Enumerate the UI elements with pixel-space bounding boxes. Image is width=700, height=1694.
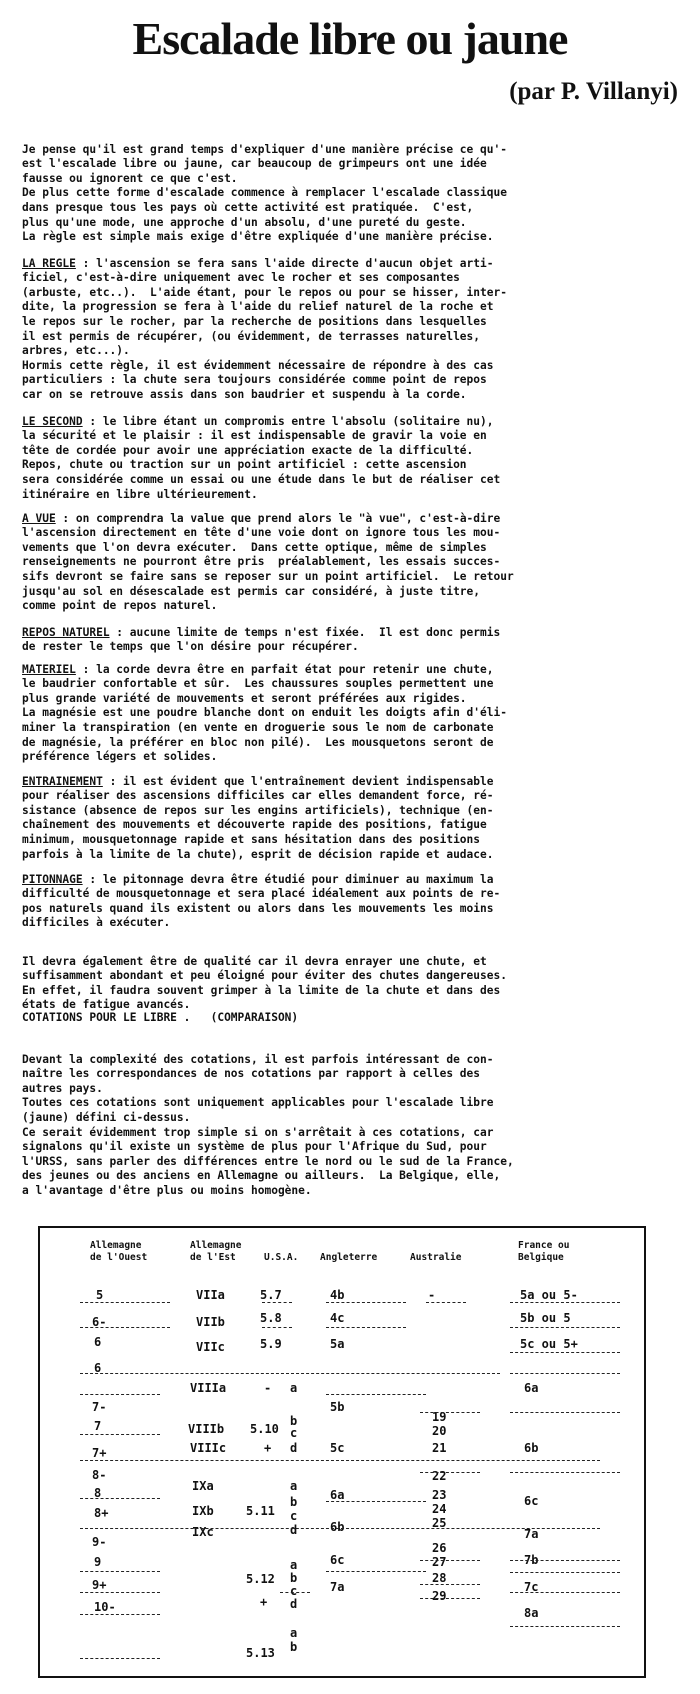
grade-cell-fr: 6c	[524, 1494, 539, 1508]
table-separator	[80, 1658, 160, 1659]
grade-cell-west: 9+	[92, 1578, 107, 1592]
paragraph-cotations	[22, 1038, 678, 1199]
section-line: jusqu'au sol en désescalade est permis car considéré, à juste titre,	[22, 584, 481, 598]
grade-cell-aus: 19	[432, 1410, 447, 1424]
section-line: préférence légers et solides.	[22, 750, 218, 764]
grade-cell-uk: 5b	[330, 1400, 345, 1414]
grade-cell-west: 6	[94, 1335, 102, 1349]
section-line: tête de cordée pour avoir une appréciation exacte de la difficulté.	[22, 443, 474, 457]
grade-cell-west: 8	[94, 1486, 102, 1500]
grade-cell-usa: a	[290, 1479, 298, 1493]
grade-cell-usa: c	[290, 1426, 298, 1440]
paragraph-line: des jeunes ou des anciens en Allemagne ou ailleurs. La Belgique, elle,	[22, 1169, 501, 1183]
table-separator	[326, 1302, 406, 1303]
intro-line: dans presque tous les pays où cette activité est pratiquée. C'est,	[22, 200, 474, 214]
section-line: sifs devront se faire sans se reposer sur un point artificiel. Le retour	[22, 569, 514, 583]
table-separator	[80, 1498, 160, 1499]
grade-cell-usa: 5.11	[246, 1504, 275, 1518]
grade-cell-fr: 6a	[524, 1381, 539, 1395]
header-england: Angleterre	[320, 1252, 378, 1263]
grade-cell-usa: a	[290, 1626, 298, 1640]
grade-comparison-table	[38, 1226, 646, 1678]
grade-cell-aus: 26	[432, 1541, 447, 1555]
section-line: Repos, chute ou traction sur un point artificiel : cette ascension	[22, 458, 467, 472]
cotations-heading: COTATIONS POUR LE LIBRE . (COMPARAISON)	[22, 1011, 299, 1024]
grade-cell-aus: 25	[432, 1516, 447, 1530]
grade-cell-usa: 5.8	[260, 1311, 282, 1325]
table-separator	[510, 1327, 620, 1328]
section-line: parfois à la limite de la chute), esprit de décision rapide et audace.	[22, 847, 494, 861]
grade-cell-east: IXc	[192, 1525, 214, 1539]
table-separator	[80, 1460, 600, 1461]
grade-cell-usa: a	[290, 1558, 298, 1572]
grade-cell-usa: +	[260, 1595, 268, 1609]
grade-cell-usa: b	[290, 1495, 298, 1509]
section-heading: REPOS NATUREL	[22, 625, 110, 639]
intro-line: est l'escalade libre ou jaune, car beaucoup de grimpeurs ont une idée	[22, 157, 487, 171]
table-separator	[80, 1614, 160, 1615]
paragraph-line: autres pays.	[22, 1081, 103, 1095]
grade-cell-usa: b	[290, 1571, 298, 1585]
grade-cell-fr: 7c	[524, 1580, 539, 1594]
paragraph-line: a l'avantage d'être plus ou moins homogène.	[22, 1183, 312, 1197]
section-line: : aucune limite de temps n'est fixée. Il est donc permis	[109, 625, 501, 639]
grade-cell-aus: 29	[432, 1589, 447, 1603]
section-heading: A VUE	[22, 511, 56, 525]
intro-line: fausse ou ignorent ce que c'est.	[22, 171, 238, 185]
intro-line: plus qu'une mode, une approche d'un absolu, d'une pureté du geste.	[22, 215, 467, 229]
header-east-germany: Allemagne de l'Est	[190, 1240, 242, 1263]
paragraph-line: signalons qu'il existe un système de plus pour l'Afrique du Sud, pour	[22, 1140, 487, 1154]
section-line: chaînement des mouvements et découverte rapide des positions, fatigue	[22, 818, 487, 832]
grade-cell-aus: 22	[432, 1469, 447, 1483]
table-separator	[80, 1373, 500, 1374]
grade-cell-uk: 4b	[330, 1288, 345, 1302]
section-line: difficulté de mousquetonnage et sera placé idéalement aux points de re-	[22, 887, 501, 901]
paragraph-line: Devant la complexité des cotations, il est parfois intéressant de con-	[22, 1052, 494, 1066]
grade-cell-west: 7	[94, 1419, 102, 1433]
paragraph-line: (jaune) défini ci-dessus.	[22, 1110, 191, 1124]
table-separator	[326, 1571, 426, 1572]
grade-cell-uk: 6a	[330, 1488, 345, 1502]
table-separator	[510, 1572, 620, 1573]
grade-cell-east: VIIIa	[190, 1381, 227, 1395]
section-heading: ENTRAINEMENT	[22, 774, 103, 788]
table-separator	[80, 1327, 170, 1328]
table-separator	[80, 1592, 160, 1593]
table-separator	[326, 1394, 426, 1395]
section-line: : l'ascension se fera sans l'aide directe d'aucun objet arti-	[75, 256, 494, 270]
grade-cell-west: 6-	[92, 1315, 107, 1329]
section-heading: MATERIEL	[22, 662, 76, 676]
grade-cell-fr: 7a	[524, 1527, 539, 1541]
header-australia: Australie	[410, 1252, 462, 1263]
section-line: pour réaliser des ascensions difficiles car elles demandent force, ré-	[22, 789, 494, 803]
section-line: minimum, mousquetonnage rapide et sans hésitation dans des positions	[22, 832, 481, 846]
grade-cell-uk: 5c	[330, 1441, 345, 1455]
grade-cell-fr: 6b	[524, 1441, 539, 1455]
grade-cell-fr: 5a ou 5-	[520, 1288, 578, 1302]
grade-cell-usa: b	[290, 1640, 298, 1654]
grade-cell-uk: 6b	[330, 1520, 345, 1534]
intro-line: Je pense qu'il est grand temps d'expliquer d'une manière précise ce qu'-	[22, 142, 507, 156]
section-regle	[22, 242, 678, 403]
grade-cell-uk: 7a	[330, 1580, 345, 1594]
section-line: : la corde devra être en parfait état pour retenir une chute,	[75, 662, 494, 676]
grade-cell-usa: 5.12	[246, 1572, 275, 1586]
section-line: la sécurité et le plaisir : il est indispensable de gravir la voie en	[22, 429, 487, 443]
grade-cell-aus: 23	[432, 1488, 447, 1502]
paragraph-line: l'URSS, sans parler des différences entre le nord ou le sud de la France,	[22, 1154, 514, 1168]
table-separator	[80, 1528, 600, 1529]
grade-cell-usa: b	[290, 1414, 298, 1428]
article-title: Escalade libre ou jaune	[132, 13, 568, 64]
section-line: itinéraire en libre ultérieurement.	[22, 487, 258, 501]
table-separator	[420, 1412, 480, 1413]
table-separator	[510, 1626, 620, 1627]
grade-cell-uk: 6c	[330, 1553, 345, 1567]
grade-cell-east: IXb	[192, 1504, 214, 1518]
article-author: (par P. Villanyi)	[509, 78, 678, 105]
section-line: La magnésie est une poudre blanche dont on enduit les doigts afin d'éli-	[22, 706, 507, 720]
section-heading: LA REGLE	[22, 256, 76, 270]
grade-cell-usa: c	[290, 1584, 298, 1598]
grade-cell-usa: -	[264, 1381, 272, 1395]
grade-cell-usa: d	[290, 1597, 298, 1611]
grade-cell-usa: 5.9	[260, 1337, 282, 1351]
section-line: il est permis de récupérer, (ou évidemment, de terrasses naturelles,	[22, 329, 481, 343]
grade-cell-aus: 21	[432, 1441, 447, 1455]
section-line: : on comprendra la value que prend alors le "à vue", c'est-à-dire	[55, 511, 501, 525]
grade-cell-fr: 8a	[524, 1606, 539, 1620]
section-second	[22, 400, 678, 502]
grade-cell-usa: d	[290, 1441, 298, 1455]
grade-cell-uk: 4c	[330, 1311, 345, 1325]
table-separator	[80, 1571, 160, 1572]
section-line: particuliers : la chute sera toujours considérée comme point de repos	[22, 373, 487, 387]
table-separator	[426, 1302, 466, 1303]
grade-cell-fr: 5c ou 5+	[520, 1337, 578, 1351]
table-separator	[80, 1434, 160, 1435]
grade-cell-east: VIIa	[196, 1288, 225, 1302]
grade-cell-east: VIIIb	[188, 1422, 225, 1436]
table-separator	[262, 1302, 292, 1303]
grade-cell-west: 5	[96, 1288, 104, 1302]
section-line: (arbuste, etc..). L'aide étant, pour le repos ou pour se hisser, inter-	[22, 285, 507, 299]
grade-cell-west: 9-	[92, 1535, 107, 1549]
grade-cell-east: VIIc	[196, 1340, 225, 1354]
section-line: : le libre étant un compromis entre l'absolu (solitaire nu),	[82, 414, 494, 428]
grade-cell-aus: 24	[432, 1502, 447, 1516]
section-line: renseignements ne pourront être pris préalablement, les essais succes-	[22, 555, 501, 569]
grade-cell-fr: 5b ou 5	[520, 1311, 571, 1325]
section-line: sera considérée comme un essai ou une étude dans le but de réaliser cet	[22, 472, 501, 486]
grade-cell-east: VIIIc	[190, 1441, 227, 1455]
paragraph-qualite	[22, 940, 678, 1013]
grade-cell-aus: 28	[432, 1571, 447, 1585]
section-line: vements que l'on devra exécuter. Dans cette optique, même de simples	[22, 540, 487, 554]
grade-cell-aus: 27	[432, 1555, 447, 1569]
section-line: comme point de repos naturel.	[22, 599, 218, 613]
section-line: miner la transpiration (en vente en droguerie sous le nom de carbonate	[22, 720, 494, 734]
section-a-vue	[22, 497, 678, 614]
grade-cell-west: 8+	[94, 1506, 109, 1520]
header-usa: U.S.A.	[264, 1252, 299, 1263]
table-separator	[280, 1592, 310, 1593]
grade-cell-east: VIIb	[196, 1315, 225, 1329]
section-line: le repos sur le rocher, par la recherche de positions dans lesquelles	[22, 314, 487, 328]
paragraph-line: En effet, il faudra souvent grimper à la limite de la chute et dans des	[22, 983, 501, 997]
paragraph-line: naître les correspondances de nos cotations par rapport à celles des	[22, 1067, 481, 1081]
section-heading: LE SECOND	[22, 414, 83, 428]
section-line: : le pitonnage devra être étudié pour diminuer au maximum la	[82, 872, 494, 886]
section-line: Hormis cette règle, il est évidemment nécessaire de répondre à des cas	[22, 358, 494, 372]
grade-cell-west: 8-	[92, 1468, 107, 1482]
intro-paragraph	[22, 128, 678, 245]
section-line: dite, la progression se fera à l'aide du relief naturel de la roche et	[22, 300, 494, 314]
grade-cell-usa: 5.7	[260, 1288, 282, 1302]
grade-cell-usa: a	[290, 1381, 298, 1395]
table-separator	[326, 1501, 426, 1502]
grade-cell-west: 10-	[94, 1600, 116, 1614]
intro-line: La règle est simple mais exige d'être expliquée d'une manière précise.	[22, 230, 494, 244]
section-line: plus grande variété de mouvements et seront préférées aux rigides.	[22, 691, 467, 705]
grade-cell-west: 6	[94, 1361, 102, 1375]
section-heading: PITONNAGE	[22, 872, 83, 886]
section-entrainement	[22, 760, 678, 862]
table-separator	[326, 1327, 406, 1328]
section-line: de magnésie, la préférer en bloc non pilé). Les mousquetons seront de	[22, 735, 494, 749]
grade-cell-usa: c	[290, 1509, 298, 1523]
section-line: ficiel, c'est-à-dire uniquement avec le rocher et ses composantes	[22, 271, 460, 285]
header-france-belgium: France ou Belgique	[518, 1240, 570, 1263]
table-separator	[510, 1560, 620, 1561]
section-materiel	[22, 648, 678, 765]
table-separator	[510, 1373, 620, 1374]
table-separator	[262, 1327, 292, 1328]
table-separator	[510, 1352, 620, 1353]
grade-cell-aus: -	[428, 1288, 436, 1302]
paragraph-line: Ce serait évidemment trop simple si on s'arrêtait à ces cotations, car	[22, 1125, 494, 1139]
table-separator	[80, 1302, 170, 1303]
table-separator	[510, 1412, 620, 1413]
grade-cell-uk: 5a	[330, 1337, 345, 1351]
table-separator	[420, 1560, 480, 1561]
paragraph-line: suffisamment abondant et peu éloigné pour éviter des chutes dangereuses.	[22, 969, 507, 983]
section-line: : il est évident que l'entraînement devient indispensable	[102, 774, 494, 788]
paragraph-line: Toutes ces cotations sont uniquement applicables pour l'escalade libre	[22, 1096, 494, 1110]
grade-cell-west: 7-	[92, 1400, 107, 1414]
grade-cell-east: IXa	[192, 1479, 214, 1493]
grade-cell-usa: +	[264, 1441, 272, 1455]
section-line: de rester le temps que l'on désire pour récupérer.	[22, 640, 359, 654]
section-line: sistance (absence de repos sur les engins artificiels), technique (en-	[22, 803, 494, 817]
grade-cell-aus: 20	[432, 1424, 447, 1438]
paragraph-line: Il devra également être de qualité car il devra enrayer une chute, et	[22, 954, 487, 968]
section-line: l'ascension directement en tête d'une voie dont on ignore tous les mou-	[22, 526, 501, 540]
table-separator	[510, 1592, 620, 1593]
intro-line: De plus cette forme d'escalade commence à remplacer l'escalade classique	[22, 186, 507, 200]
table-separator	[80, 1394, 160, 1395]
section-line: difficiles à exécuter.	[22, 916, 171, 930]
section-line: arbres, etc...).	[22, 344, 130, 358]
grade-cell-usa: 5.10	[250, 1422, 279, 1436]
grade-cell-west: 7+	[92, 1446, 107, 1460]
header-west-germany: Allemagne de l'Ouest	[90, 1240, 148, 1263]
section-line: car on se retrouve assis dans son baudrier et suspendu à la corde.	[22, 387, 467, 401]
table-separator	[420, 1584, 480, 1585]
grade-cell-usa: 5.13	[246, 1646, 275, 1660]
table-separator	[420, 1598, 480, 1599]
table-separator	[420, 1472, 480, 1473]
table-separator	[510, 1302, 620, 1303]
grade-cell-usa: d	[290, 1523, 298, 1537]
grade-cell-fr: 7b	[524, 1553, 539, 1567]
section-line: le baudrier confortable et sûr. Les chaussures souples permettent une	[22, 677, 494, 691]
section-pitonnage	[22, 858, 678, 931]
grade-cell-west: 9	[94, 1555, 102, 1569]
table-separator	[510, 1472, 620, 1473]
section-line: pos naturels quand ils existent ou alors dans les mouvements les moins	[22, 901, 494, 915]
paragraph-line: états de fatigue avancés.	[22, 998, 191, 1012]
